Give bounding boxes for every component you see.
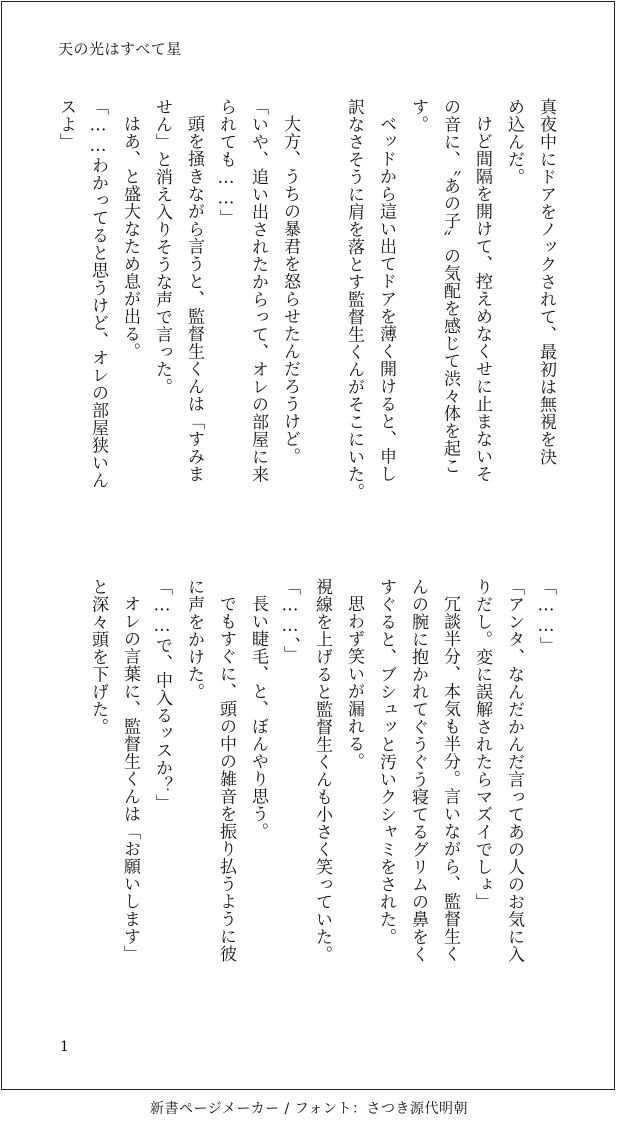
- text-line: と深々頭を下げた。: [88, 578, 108, 736]
- text-line: 真夜中にドアをノックされて、最初は無視を決: [536, 98, 556, 466]
- text-column-upper: [42, 98, 562, 538]
- text-line: りだし。変に誤解されたらマズイでしょ」: [472, 578, 492, 911]
- text-line: 視線を上げると監督生くんも小さく笑っていた。: [312, 578, 332, 963]
- text-line: けど間隔を開けて、控えめなくせに止まないそ: [472, 115, 492, 483]
- text-line: オレの言葉に、監督生くんは「お願いします」: [120, 595, 140, 963]
- text-line: せん」と消え入りそうな声で言った。: [152, 98, 172, 396]
- text-line: 「いや、追い出されたからって、オレの部屋に来: [248, 98, 268, 483]
- text-line: スよ」: [56, 98, 76, 151]
- text-line: ベッドから這い出てドアを薄く開けると、申し: [376, 115, 396, 483]
- text-line: 「……、」: [280, 578, 300, 663]
- book-title: 天の光はすべて星: [58, 40, 182, 58]
- text-line: 「……」: [536, 578, 556, 654]
- text-line: 訳なさそうに肩を落とす監督生くんがそこにいた。: [344, 98, 364, 501]
- text-line: られても……」: [216, 98, 236, 227]
- page-number: 1: [60, 1039, 69, 1055]
- text-line: んの腕に抱かれてぐうぐう寝てるグリムの鼻をく: [408, 578, 428, 963]
- text-line: でもすぐに、頭の中の雑音を振り払うように彼: [216, 595, 236, 963]
- text-line: 長い睫毛、と、ぼんやり思う。: [248, 595, 268, 840]
- text-line: [306, 98, 338, 538]
- text-line: 「……で、中入るッスか？」: [152, 578, 172, 812]
- text-line: の音に、〝あの子〟の気配を感じて渋々体を起こ: [440, 98, 460, 475]
- text-line: め込んだ。: [504, 98, 524, 186]
- text-line: に声をかけた。: [184, 578, 204, 701]
- text-line: 思わず笑いが漏れる。: [344, 595, 364, 770]
- text-line: すぐると、ブシュッと汚いクシャミをされた。: [376, 578, 396, 946]
- text-line: す。: [408, 98, 428, 133]
- text-line: 「アンタ、なんだかんだ言ってあの人のお気に入: [504, 578, 524, 963]
- text-column-lower: [42, 578, 562, 1018]
- text-line: 「……わかってると思うけど、オレの部屋狭いん: [88, 98, 108, 489]
- text-line: 冗談半分、本気も半分。言いながら、監督生く: [440, 595, 460, 963]
- text-line: はあ、と盛大なため息が出る。: [120, 115, 140, 360]
- text-line: 頭を掻きながら言うと、監督生くんは「すみま: [184, 115, 204, 483]
- footer-credit: 新書ページメーカー / フォント：さつき源代明朝: [150, 1101, 468, 1117]
- text-line: 大方、うちの暴君を怒らせたんだろうけど。: [280, 115, 300, 465]
- page-frame: [1, 1, 615, 1090]
